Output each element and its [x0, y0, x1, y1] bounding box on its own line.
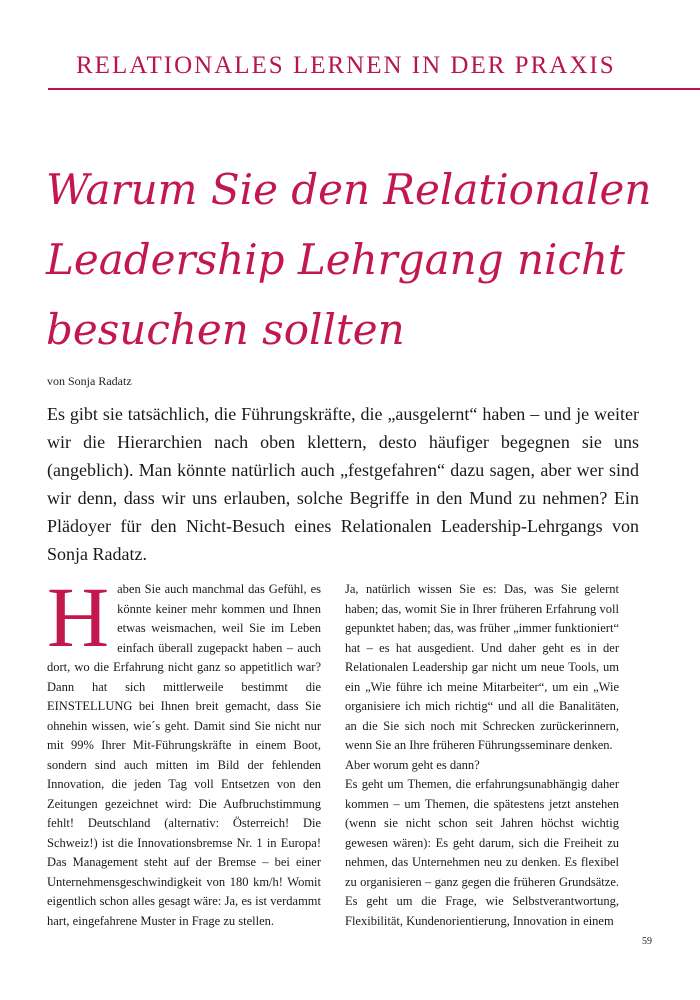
page-number: 59 — [642, 936, 652, 947]
body-subheading: Aber worum geht es dann? — [345, 757, 480, 772]
body-paragraph: Ja, natürlich wissen Sie es: Das, was Sie gelernt haben; das, womit Sie in Ihrer früheren Erfahrung voll gepunktet haben; das, was früher „immer funktioniert“ hat – es hat ausgedient. Und daher geht es in der Relationalen Leadership gar nicht um neue Tools, um ein „Wie führe ich meine Mitarbeiter“, um ein „Wie organisiere ich mich richtig“ und all die Banalitäten, an die Sie sich noch mit Schrecken zurückerinnern, wenn Sie an Ihre früheren Führungsseminare denken. — [345, 582, 619, 752]
article-headline: Warum Sie den Relationalen Leadership Lehrgang nicht besuchen sollten — [46, 165, 652, 354]
article-lead: Es gibt sie tatsächlich, die Führungskräfte, die „ausgelernt“ haben – und je weiter wir die Hierarchien nach oben klettern, desto häufiger begegnen sie uns (angeblich). Man könnte natürlich auch „festgefahren“ dazu sagen, aber wer sind wir denn, dass wir uns erlauben, solche Begriffe in den Mund zu nehmen? Ein Plädoyer für den Nicht-Besuch eines Relationalen Leadership-Lehrgangs von Sonja Radatz. — [47, 404, 639, 564]
section-title: RELATIONALES LERNEN IN DER PRAXIS — [76, 52, 616, 79]
drop-cap: H — [47, 569, 110, 665]
body-paragraph: aben Sie auch manchmal das Gefühl, es könnte keiner mehr kommen und Ihnen etwas weismachen, weil Sie im Leben einfach überall zugepackt haben – auch dort, wo die Erfahrung nicht ganz so appetitlich war? Dann hat sich mittlerweile bestimmt die EINSTELLUNG bei Ihnen breit gemacht, dass Sie ohnehin wissen, wie´s geht. Damit sind Sie nicht nur mit 99% Ihrer Mit-Führungskräfte in einem Boot, sondern sind auch mitten im Bild der fehlenden Innovation, die jeden Tag voll Entsetzen von den Zeitungen gezeichnet wird: Die Aufbruchstimmung fehlt! Deutschland (alternativ: Österreich! Die Schweiz!) ist die Innovationsbremse Nr. 1 in Europa! Das Management steht auf der Bremse – bei einer Unternehmensgeschwindigkeit von 180 km/h! Womit eigentlich schon alles gesagt wäre: Ja, es ist verdammt hart, eingefahrene Muster in Frage zu stellen. — [47, 582, 321, 928]
section-header — [48, 46, 700, 90]
article-byline: von Sonja Radatz — [47, 374, 132, 388]
body-column-left — [47, 569, 321, 931]
body-column-right — [345, 580, 619, 931]
body-paragraph: Es geht um Themen, die erfahrungsunabhängig daher kommen – um Themen, die spätestens jetzt anstehen (wenn sie nicht schon seit Jahren höchst wichtig gewesen wären): Es geht darum, sich die Freiheit zu nehmen, das Unternehmen neu zu denken. Es flexibel zu organisieren – ganz gegen die früheren Grundsätze. Es geht um die Frage, wie Selbstverantwortung, Flexibilität, Kundenorientierung, Innovation in einem — [345, 777, 619, 928]
